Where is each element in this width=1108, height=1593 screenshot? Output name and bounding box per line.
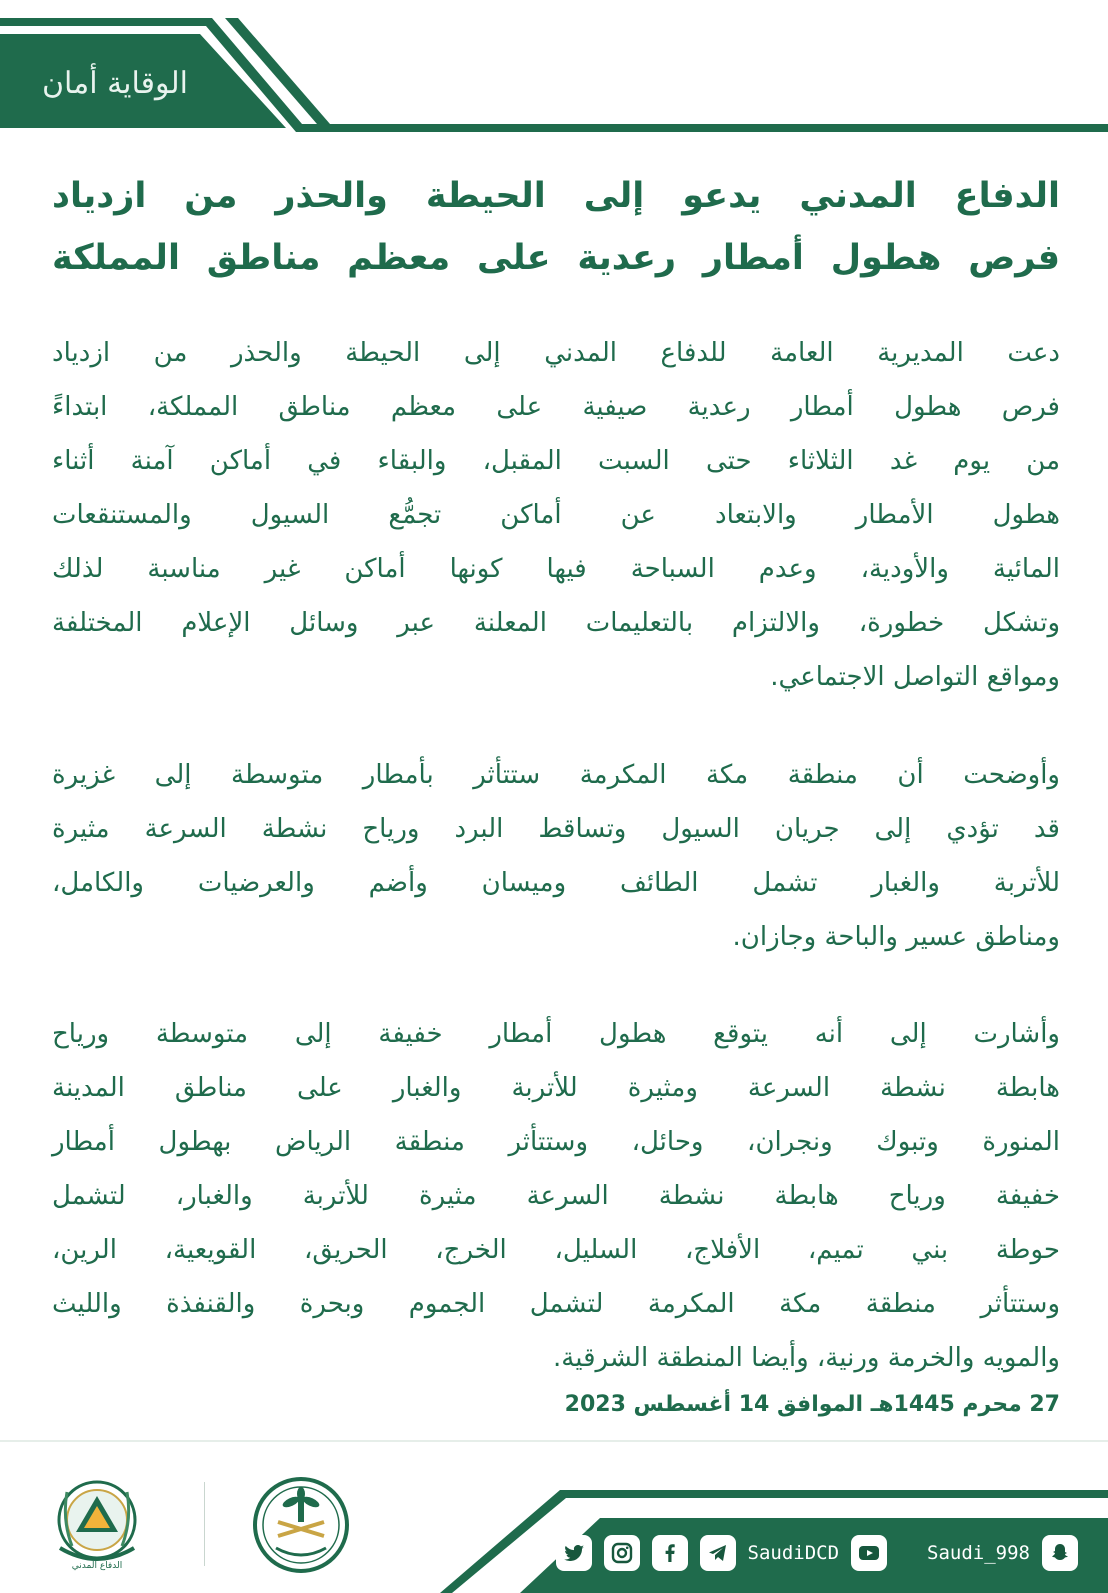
paragraph-line: وأوضحت أن منطقة مكة المكرمة ستتأثر بأمطار متوسطة إلى غزيرة [52, 760, 1060, 790]
snapchat-icon[interactable] [1042, 1535, 1078, 1571]
paragraph-line: ومواقع التواصل الاجتماعي. [770, 662, 1060, 692]
paragraph-line: حوطة بني تميم، الأفلاج، السليل، الخرج، الحريق، القويعية، الرين، [52, 1235, 1060, 1265]
release-date: 27 محرم 1445هـ الموافق 14 أغسطس 2023 [564, 1392, 1060, 1417]
paragraph-line: هابطة نشطة السرعة ومثيرة للأتربة والغبار على مناطق المدينة [52, 1073, 1060, 1103]
paragraph-line: هطول الأمطار والابتعاد عن أماكن تجمُّع السيول والمستنقعات [52, 500, 1060, 530]
paragraph-line: والمويه والخرمة ورنية، وأيضا المنطقة الشرقية. [553, 1343, 1060, 1373]
paragraph-line: قد تؤدي إلى جريان السيول وتساقط البرد ورياح نشطة السرعة مثيرة [52, 814, 1060, 844]
paragraph-line: وستتأثر منطقة مكة المكرمة لتشمل الجموم وبحرة والقنفذة والليث [52, 1289, 1060, 1319]
prevention-safety-logo: الوقاية أمان [41, 66, 188, 101]
paragraph-1 [52, 326, 1060, 704]
paragraph-line: دعت المديرية العامة للدفاع المدني إلى الحيطة والحذر من ازدياد [52, 338, 1060, 368]
paragraph-line: المائية والأودية، وعدم السباحة فيها كونها أماكن غير مناسبة لذلك [52, 554, 1060, 584]
youtube-icon[interactable] [851, 1535, 887, 1571]
title-line-2: فرص هطول أمطار رعدية على معظم مناطق المملكة [52, 238, 1060, 278]
snapchat-handle[interactable]: Saudi_998 [927, 1542, 1030, 1564]
paragraph-line: للأتربة والغبار تشمل الطائف وميسان وأضم والعرضيات والكامل، [52, 868, 1060, 898]
paragraph-line: ومناطق عسير والباحة وجازان. [732, 922, 1060, 952]
paragraph-line: من يوم غد الثلاثاء حتى السبت المقبل، والبقاء في أماكن آمنة أثناء [52, 446, 1060, 476]
twitter-icon[interactable] [556, 1535, 592, 1571]
facebook-icon[interactable] [652, 1535, 688, 1571]
youtube-handle[interactable]: SaudiDCD [747, 1542, 840, 1564]
social-bar [556, 1533, 1078, 1573]
paragraph-3 [52, 1007, 1060, 1385]
paragraph-line: فرص هطول أمطار رعدية صيفية على معظم مناطق المملكة، ابتداءً [52, 392, 1060, 422]
ministry-emblem-icon [246, 1470, 356, 1580]
telegram-icon[interactable] [700, 1535, 736, 1571]
press-release-title [52, 165, 1060, 289]
emblem-divider [204, 1482, 205, 1566]
paragraph-line: خفيفة ورياح هابطة نشطة السرعة مثيرة للأتربة والغبار، لتشمل [52, 1181, 1060, 1211]
title-line-1: الدفاع المدني يدعو إلى الحيطة والحذر من ازدياد [52, 176, 1060, 216]
paragraph-line: المنورة وتبوك ونجران، وحائل، وستتأثر منطقة الرياض بهطول أمطار [52, 1127, 1060, 1157]
emblem-caption: الدفاع المدني [71, 1561, 123, 1571]
paragraph-line: وأشارت إلى أنه يتوقع هطول أمطار خفيفة إلى متوسطة ورياح [52, 1019, 1060, 1049]
paragraph-2 [52, 748, 1060, 964]
civil-defense-emblem-icon [42, 1470, 152, 1580]
paragraph-line: وتشكل خطورة، والالتزام بالتعليمات المعلنة عبر وسائل الإعلام المختلفة [52, 608, 1060, 638]
instagram-icon[interactable] [604, 1535, 640, 1571]
